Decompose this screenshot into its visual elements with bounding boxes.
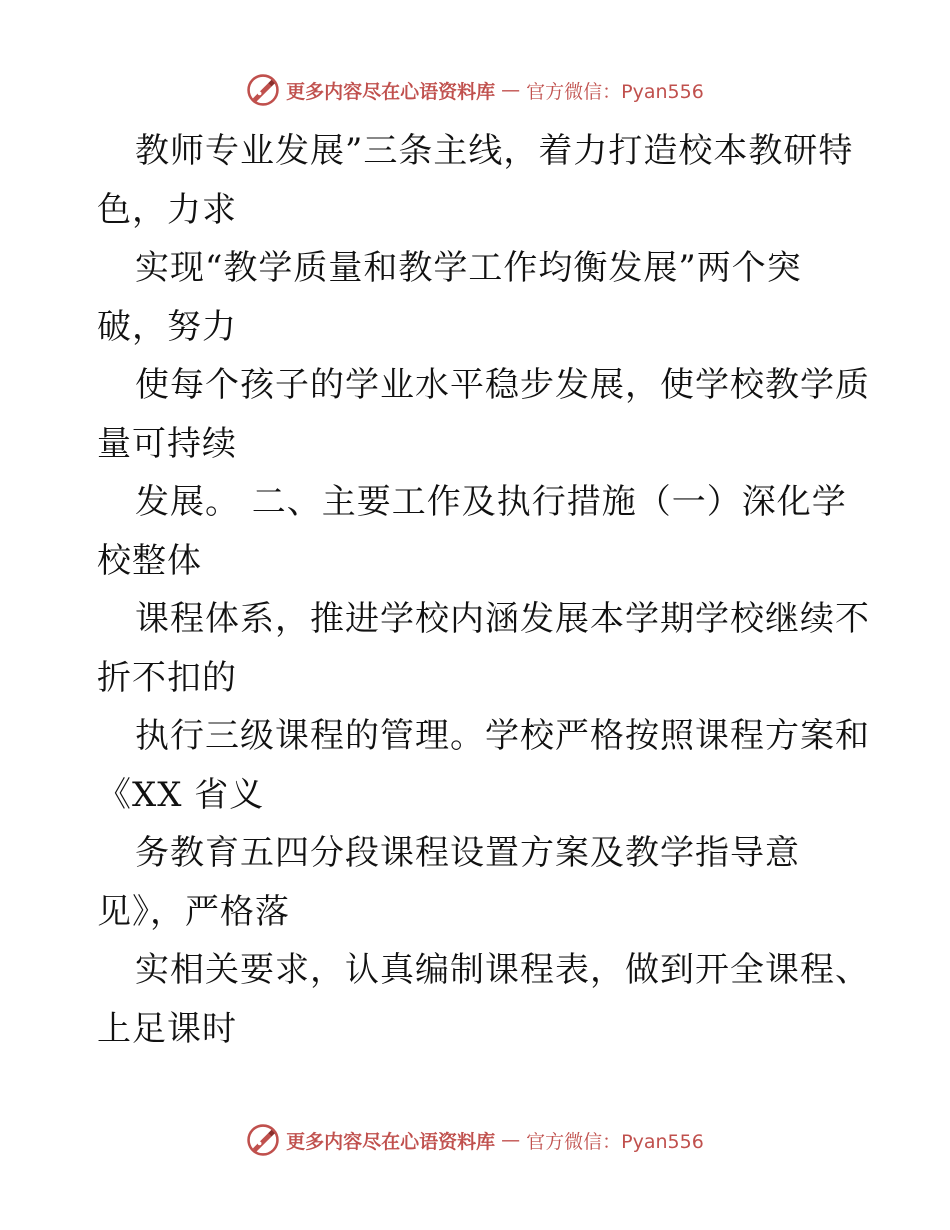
body-line: 上足课时 <box>97 1008 237 1049</box>
footer-dash: — <box>501 1129 521 1151</box>
pen-logo-icon <box>246 73 280 107</box>
body-line: 执行三级课程的管理。学校严格按照课程方案和 <box>135 716 870 756</box>
body-line: 务教育五四分段课程设置方案及教学指导意 <box>135 833 800 873</box>
body-line: 破，努力 <box>97 306 237 347</box>
header-brand <box>246 73 704 107</box>
pen-logo-icon <box>246 1123 280 1157</box>
body-line: 实相关要求，认真编制课程表，做到开全课程、 <box>135 950 870 990</box>
body-line: 《XX 省义 <box>97 774 265 815</box>
footer-site-text: 更多内容尽在心语资料库 <box>286 1130 496 1153</box>
header-wechat-text: 官方微信：Pyan556 <box>526 80 704 103</box>
page-header <box>0 70 950 110</box>
body-line: 教师专业发展”三条主线，着力打造校本教研特 <box>135 131 854 171</box>
body-line: 量可持续 <box>97 423 237 464</box>
body-line: 色，力求 <box>97 189 237 230</box>
body-line: 使每个孩子的学业水平稳步发展，使学校教学质 <box>135 365 870 405</box>
body-line: 折不扣的 <box>97 657 237 698</box>
body-line: 见》，严格落 <box>97 891 290 932</box>
footer-brand <box>246 1123 704 1157</box>
body-line: 发展。 二、主要工作及执行措施（一）深化学 <box>135 482 847 522</box>
body-line: 校整体 <box>97 540 202 581</box>
header-dash: — <box>501 79 521 101</box>
document-body <box>97 122 870 1058</box>
footer-wechat-text: 官方微信：Pyan556 <box>526 1130 704 1153</box>
page-footer <box>0 1120 950 1160</box>
body-line: 实现“教学质量和教学工作均衡发展”两个突 <box>135 248 802 288</box>
header-site-text: 更多内容尽在心语资料库 <box>286 80 496 103</box>
body-line: 课程体系，推进学校内涵发展本学期学校继续不 <box>135 599 870 639</box>
